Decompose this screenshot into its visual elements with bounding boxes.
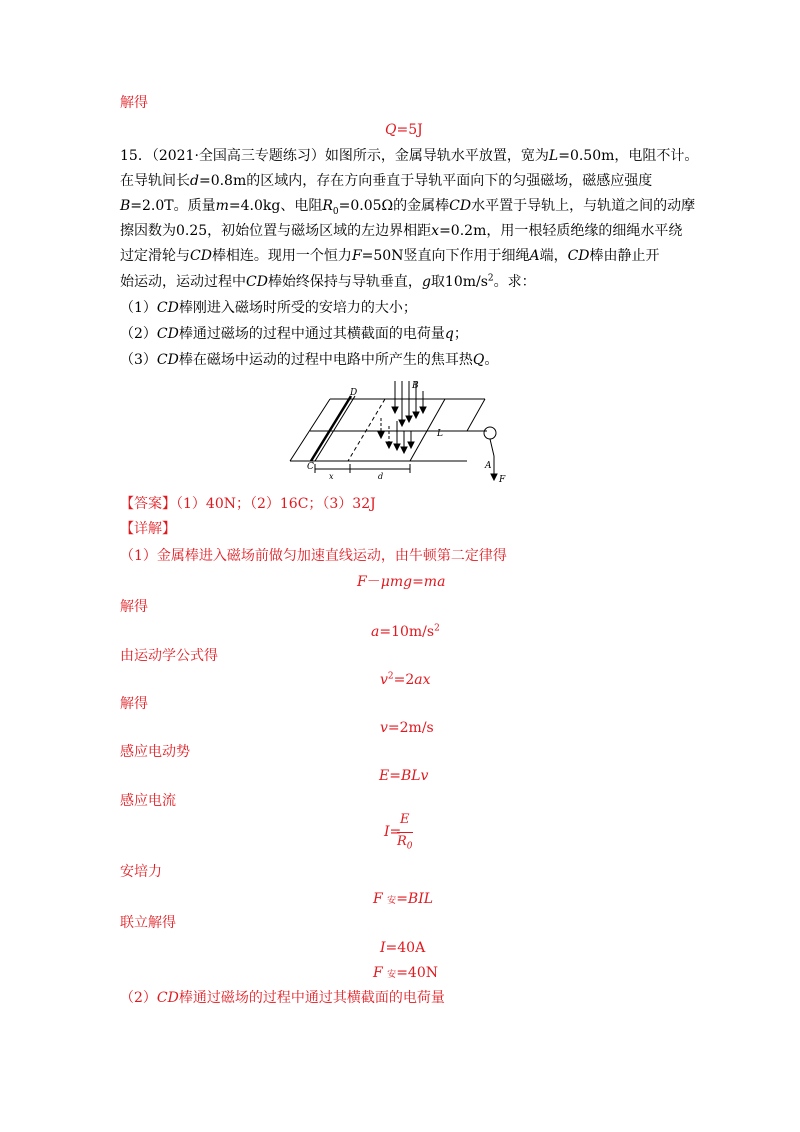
fraction-denominator-text: R — [397, 834, 407, 849]
fraction-denominator: $R_0$ — [397, 834, 413, 852]
equation-kinematics: $v^2=2ax$ — [380, 671, 431, 688]
problem-line-2: 在导轨间长d=0.8m的区域内，存在方向垂直于导轨平面向下的匀强磁场，磁感应强度 — [120, 173, 653, 189]
rod-name: CD — [246, 274, 268, 290]
equation-ampere: F 安=BIL — [373, 891, 434, 907]
label-F: F — [499, 475, 506, 485]
prev-Q-equation: Q=5J — [385, 122, 423, 138]
equation-current-lhs: I= — [384, 824, 402, 840]
problem-text: 擦因数为0.25，初始位置与磁场区域的左边界相距 — [120, 223, 432, 239]
problem-text: =0.8m的区域内，存在方向垂直于导轨平面向下的匀强磁场，磁感应强度 — [198, 173, 653, 189]
text-current: 感应电流 — [120, 793, 176, 809]
rod-name: CD — [190, 248, 212, 264]
fraction-bar — [397, 832, 413, 833]
problem-text: 过定滑轮与 — [120, 248, 190, 264]
question-text: 棒刚进入磁场时所受的安培力的大小； — [178, 300, 417, 316]
problem-line-6: 始运动，运动过程中CD棒始终保持与导轨垂直，g取$10m/s^2$。求： — [120, 273, 536, 290]
rail-diagram — [285, 376, 520, 486]
rod-name: CD — [156, 990, 179, 1006]
text-kinematics: 由运动学公式得 — [120, 648, 218, 664]
problem-text: 。求： — [493, 274, 536, 290]
question-3: （3）CD棒在磁场中运动的过程中电路中所产生的焦耳热Q。 — [120, 352, 499, 368]
problem-text: =0.2m，用一根轻质绝缘的细绳水平绕 — [439, 223, 683, 239]
text-simultaneous: 联立解得 — [120, 915, 176, 931]
problem-text: =0.05Ω的金属棒 — [338, 198, 450, 214]
rod-name: CD — [156, 352, 179, 368]
question-text: 棒通过磁场的过程中通过其横截面的电荷量 — [178, 326, 445, 342]
problem-text: 始运动，运动过程中 — [120, 274, 246, 290]
problem-text: =4.0kg、电阻 — [228, 198, 323, 214]
problem-text: 在导轨间长 — [120, 173, 190, 189]
problem-text: 如图所示，金属导轨水平放置，宽为 — [324, 148, 549, 164]
text-emf: 感应电动势 — [120, 744, 190, 760]
problem-line-1: 15．（2021·全国高三专题练习）如图所示，金属导轨水平放置，宽为L=0.50m，电阻不计。 — [120, 148, 699, 164]
problem-text: 棒始终保持与导轨垂直， — [267, 274, 422, 290]
equation-velocity: v=2m/s — [380, 720, 434, 736]
problem-text: =50N竖直向下作用于细绳 — [361, 248, 530, 264]
detail-label: 【详解】 — [120, 521, 176, 537]
text-jiede: 解得 — [120, 696, 148, 712]
rod-name: CD — [156, 300, 179, 316]
rod-name: CD — [449, 198, 472, 214]
prev-jiede: 解得 — [120, 95, 148, 111]
solution-step-2 — [120, 988, 445, 1008]
problem-source: （2021·全国高三专题练习） — [151, 148, 325, 164]
problem-text: =0.50m，电阻不计。 — [558, 148, 699, 164]
label-B: B — [412, 381, 419, 391]
problem-line-3: B=2.0T。质量m=4.0kg、电阻$R_0=0.05\Omega$的金属棒CD水平置于导轨上，与轨道之间的动摩 — [120, 198, 696, 217]
problem-text: 棒由静止开 — [589, 248, 660, 264]
solution-step-1: （1）金属棒进入磁场前做匀加速直线运动，由牛顿第二定律得 — [120, 548, 507, 564]
question-number: （3） — [120, 352, 157, 368]
answer-text: （1）40N；（2）16C；（3）32J — [176, 496, 376, 512]
fraction-E-over-R0 — [397, 812, 419, 852]
equation-acceleration: $a=10m/s^2$ — [371, 623, 440, 640]
step-number: （2） — [120, 990, 157, 1006]
question-number: （1） — [120, 300, 157, 316]
label-C: C — [307, 462, 314, 472]
label-A: A — [485, 461, 492, 471]
question-2: （2）CD棒通过磁场的过程中通过其横截面的电荷量q； — [120, 326, 468, 342]
equation-force-value: F 安=40N — [373, 965, 438, 981]
problem-text: 取10m/s — [430, 274, 488, 290]
problem-text: 端， — [539, 248, 568, 264]
text-jiede: 解得 — [120, 599, 148, 615]
equation-current-value: I=40A — [380, 940, 426, 956]
label-D: D — [350, 388, 358, 398]
problem-line-5: 过定滑轮与CD棒相连。现用一个恒力F=50N竖直向下作用于细绳A端，CD棒由静止开 — [120, 248, 660, 264]
text-ampere: 安培力 — [120, 864, 162, 880]
label-x: x — [329, 472, 334, 481]
answer-line — [120, 494, 376, 514]
step-text: 棒通过磁场的过程中通过其横截面的电荷量 — [178, 990, 445, 1006]
question-1 — [120, 298, 417, 318]
answer-label: 【答案】 — [120, 496, 176, 512]
label-d: d — [378, 472, 384, 481]
problem-text: =2.0T。质量 — [130, 198, 216, 214]
fraction-numerator: E — [400, 812, 410, 827]
equation-newton: F－μmg=ma — [357, 574, 446, 590]
rod-name: CD — [156, 326, 179, 342]
label-L: L — [437, 429, 443, 439]
problem-text: 水平置于导轨上，与轨道之间的动摩 — [471, 198, 696, 214]
problem-text: 棒相连。现用一个恒力 — [211, 248, 352, 264]
question-number: （2） — [120, 326, 157, 342]
problem-line-4: 擦因数为0.25，初始位置与磁场区域的左边界相距x=0.2m，用一根轻质绝缘的细绳水平绕 — [120, 223, 683, 239]
question-text: 棒在磁场中运动的过程中电路中所产生的焦耳热 — [178, 352, 473, 368]
rod-name: CD — [567, 248, 590, 264]
problem-number: 15． — [120, 148, 152, 164]
equation-emf: E=BLv — [379, 768, 429, 784]
